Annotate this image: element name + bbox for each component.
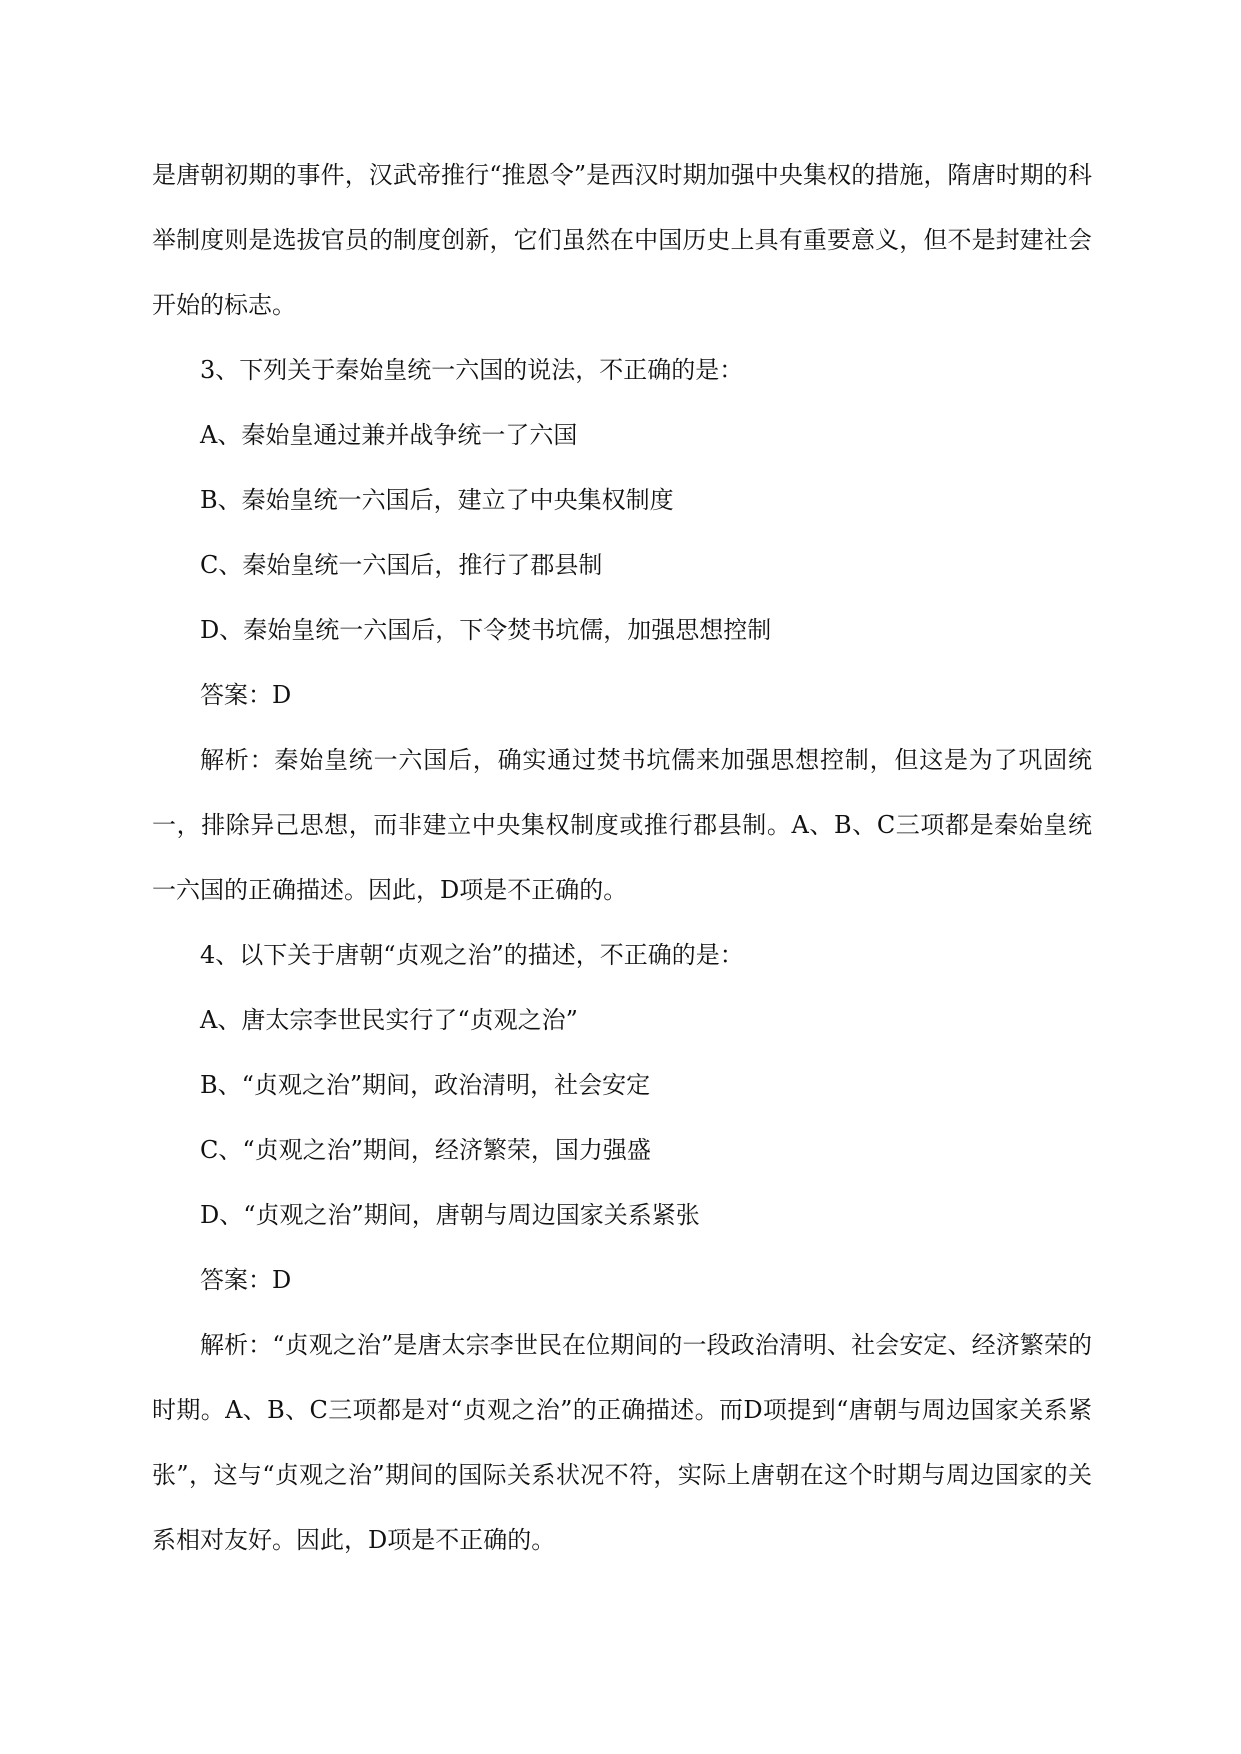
question-4-answer: 答案：D	[200, 1266, 292, 1294]
question-3-answer: 答案：D	[200, 681, 292, 709]
question-3-stem: 3、下列关于秦始皇统一六国的说法，不正确的是：	[200, 356, 744, 384]
question-3-analysis: 解析：秦始皇统一六国后，确实通过焚书坑儒来加强思想控制，但这是为了巩固统一，排除异己思想，而非建立中央集权制度或推行郡县制。A、B、C三项都是秦始皇统一六国的正确描述。因此，D项是不正确的。	[152, 746, 1092, 904]
intro-continuation-text: 是唐朝初期的事件，汉武帝推行“推恩令”是西汉时期加强中央集权的措施，隋唐时期的科举制度则是选拔官员的制度创新，它们虽然在中国历史上具有重要意义，但不是封建社会开始的标志。	[152, 161, 1092, 319]
document-page	[152, 143, 1092, 1573]
question-3-option-a: A、秦始皇通过兼并战争统一了六国	[200, 421, 578, 449]
question-4-option-d: D、“贞观之治”期间，唐朝与周边国家关系紧张	[200, 1201, 700, 1229]
question-3-option-b: B、秦始皇统一六国后，建立了中央集权制度	[200, 486, 674, 514]
question-3-option-d: D、秦始皇统一六国后，下令焚书坑儒，加强思想控制	[200, 616, 772, 644]
question-4-option-a: A、唐太宗李世民实行了“贞观之治”	[200, 1006, 578, 1034]
question-4-option-c: C、“贞观之治”期间，经济繁荣，国力强盛	[200, 1136, 651, 1164]
question-4-option-b: B、“贞观之治”期间，政治清明，社会安定	[200, 1071, 651, 1099]
question-4-stem: 4、以下关于唐朝“贞观之治”的描述，不正确的是：	[200, 941, 744, 969]
question-4-analysis: 解析：“贞观之治”是唐太宗李世民在位期间的一段政治清明、社会安定、经济繁荣的时期。A、B、C三项都是对“贞观之治”的正确描述。而D项提到“唐朝与周边国家关系紧张”，这与“贞观之治”期间的国际关系状况不符，实际上唐朝在这个时期与周边国家的关系相对友好。因此，D项是不正确的。	[152, 1331, 1092, 1554]
question-3-option-c: C、秦始皇统一六国后，推行了郡县制	[200, 551, 603, 579]
